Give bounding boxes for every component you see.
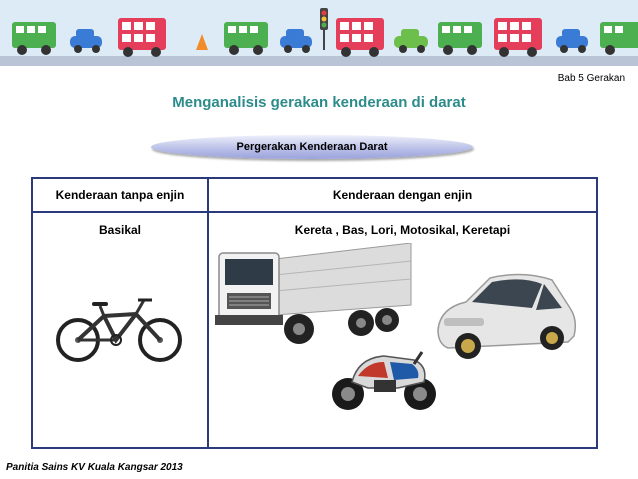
topic-pill: Pergerakan Kenderaan Darat — [151, 135, 473, 159]
column-header-engine: Kenderaan dengan enjin — [332, 188, 473, 202]
footer-credit: Panitia Sains KV Kuala Kangsar 2013 — [6, 462, 183, 473]
bicycle-image — [52, 290, 186, 368]
lorry-image — [215, 243, 415, 348]
car-image — [432, 268, 580, 363]
column-header-non-engine: Kenderaan tanpa enjin — [55, 188, 185, 202]
chapter-label: Bab 5 Gerakan — [557, 73, 625, 84]
non-engine-vehicle-list: Basikal — [98, 223, 142, 237]
table-column-divider — [207, 179, 209, 447]
page-title — [0, 94, 638, 111]
table-header-divider — [33, 211, 596, 213]
decorative-banner — [0, 0, 638, 66]
motorcycle-image — [328, 342, 440, 414]
page-title-text: Menganalisis gerakan kenderaan di darat — [172, 94, 466, 111]
engine-vehicle-list: Kereta , Bas, Lori, Motosikal, Keretapi — [294, 223, 511, 237]
